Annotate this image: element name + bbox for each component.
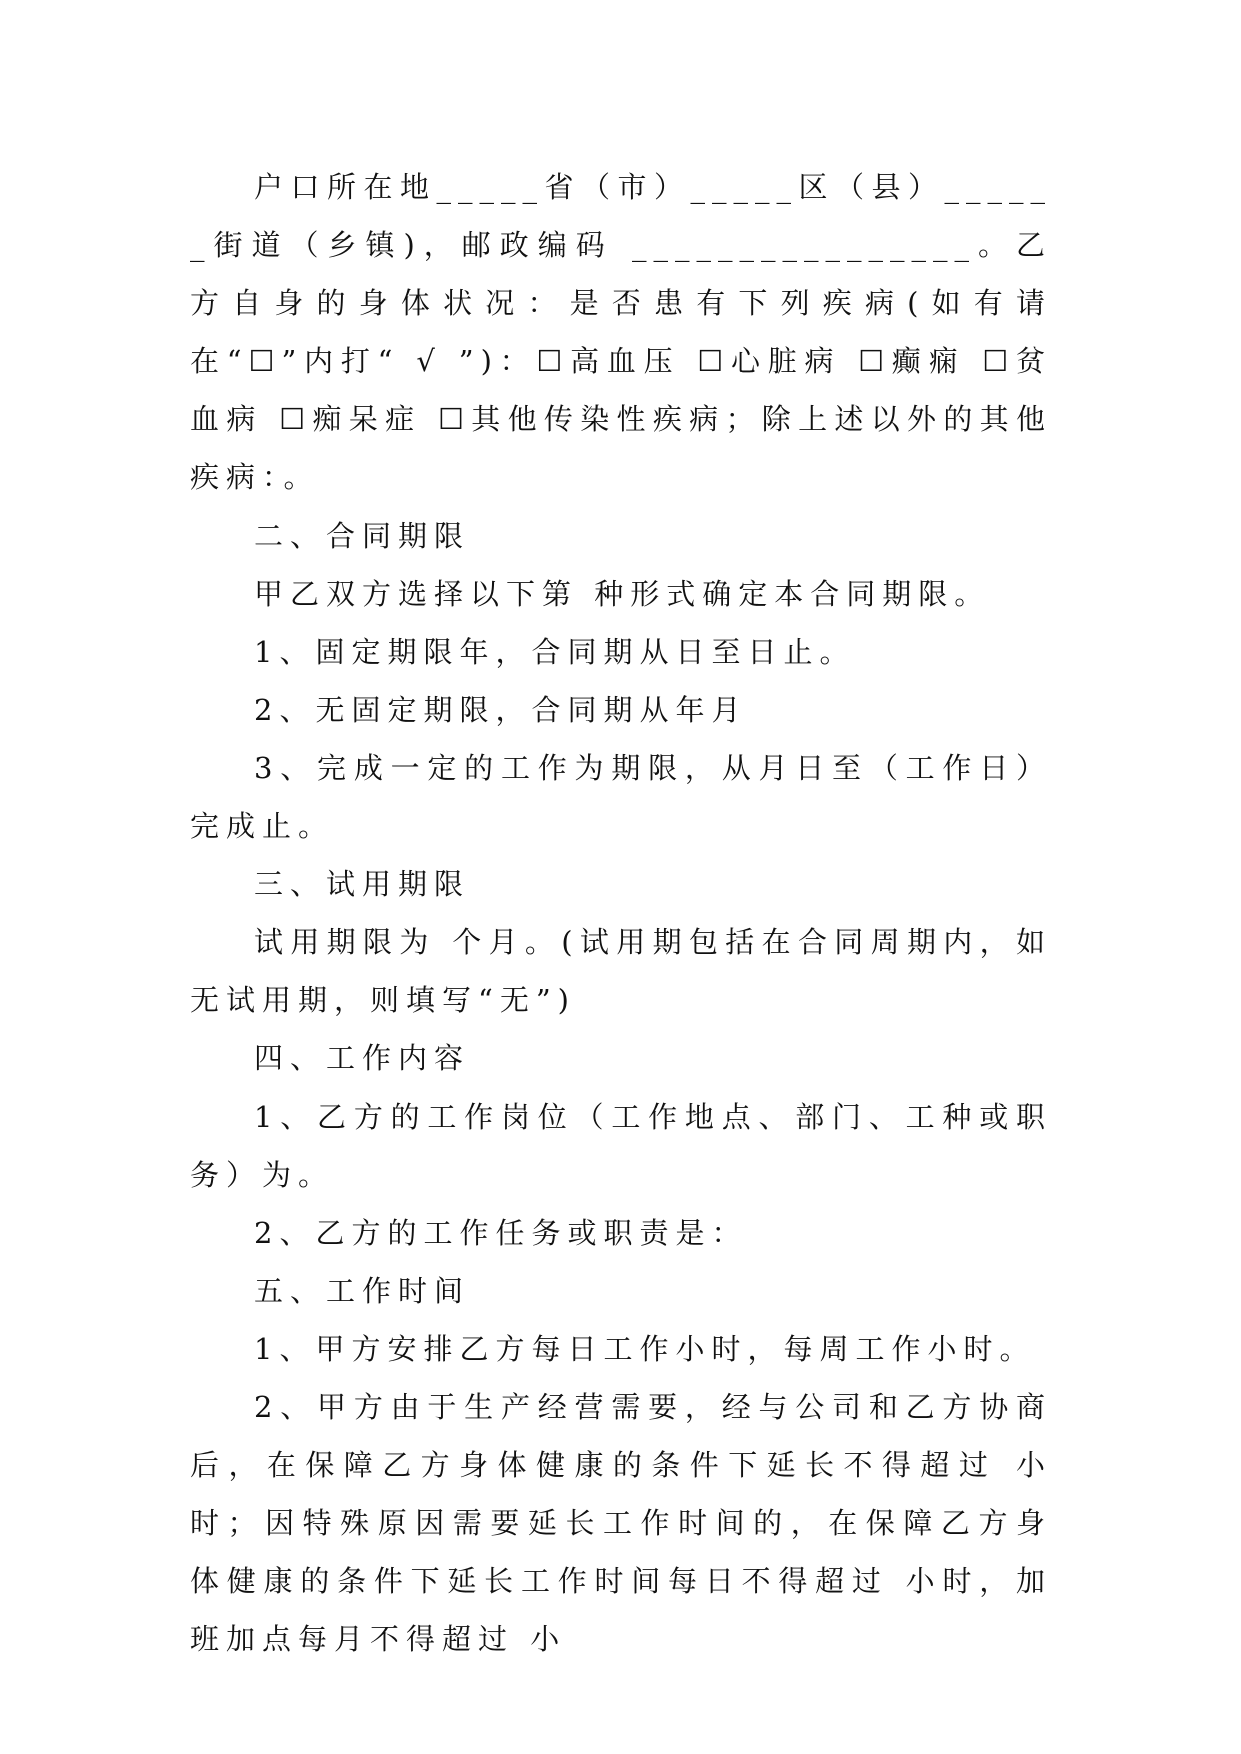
document-body [190, 158, 1052, 1668]
heading-working-hours: 五、工作时间 [254, 1273, 471, 1308]
paragraph-fixed-term: 1、固定期限年，合同期从日至日止。 [254, 634, 856, 669]
heading-contract-term: 二、合同期限 [254, 518, 471, 553]
paragraph-term-choice: 甲乙双方选择以下第 种形式确定本合同期限。 [254, 576, 991, 611]
paragraph-task-term: 3、完成一定的工作为期限，从月日至（工作日）完成止。 [190, 750, 1052, 844]
paragraph-overtime: 2、甲方由于生产经营需要，经与公司和乙方协商后，在保障乙方身体健康的条件下延长不得超过 小时；因特殊原因需要延长工作时间的，在保障乙方身体健康的条件下延长工作时间每日不得超过 小时，加班加点每月不得超过 小 [190, 1389, 1052, 1657]
paragraph-job-position: 1、乙方的工作岗位（工作地点、部门、工种或职务）为。 [190, 1099, 1052, 1192]
paragraph-job-duties: 2、乙方的工作任务或职责是： [254, 1215, 748, 1250]
heading-probation: 三、试用期限 [254, 867, 471, 902]
paragraph-daily-hours: 1、甲方安排乙方每日工作小时，每周工作小时。 [254, 1331, 1036, 1366]
paragraph-household-registration: 户口所在地_____省（市）_____区（县）______街道（乡镇)，邮政编码 ________________。乙方自身的身体状况：是否患有下列疾病(如有请在“☐”内打“ √ ”)：☐高血压 ☐心脏病 ☐癫痫 ☐贫血病 ☐痴呆症 ☐其他传染性疾病；除上述以外的其他疾病：。 [190, 170, 1052, 495]
paragraph-probation-period: 试用期限为 个月。(试用期包括在合同周期内，如无试用期，则填写“无”) [190, 925, 1052, 1018]
paragraph-open-term: 2、无固定期限，合同期从年月 [254, 692, 748, 727]
heading-job-content: 四、工作内容 [254, 1041, 471, 1076]
